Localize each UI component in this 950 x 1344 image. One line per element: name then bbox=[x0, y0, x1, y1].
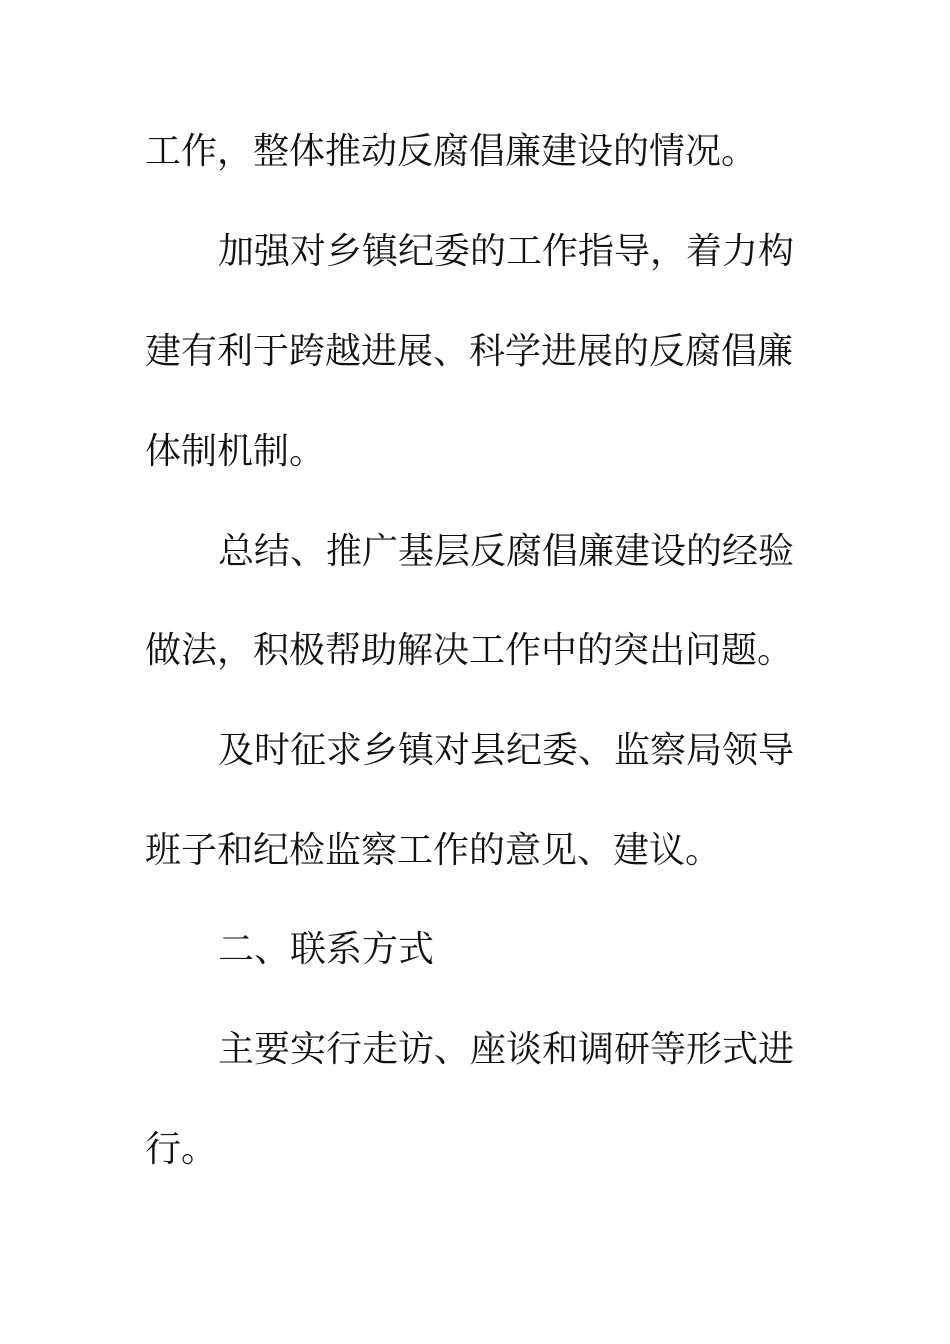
paragraph-4-line-1: 主要实行走访、座谈和调研等形式进 bbox=[218, 1029, 795, 1070]
paragraph-4-line-2: 行。 bbox=[145, 1129, 218, 1170]
paragraph-3-line-2: 班子和纪检监察工作的意见、建议。 bbox=[145, 830, 722, 871]
text-line-1: 工作，整体推动反腐倡廉建设的情况。 bbox=[145, 131, 758, 172]
section-heading-contact: 二、联系方式 bbox=[218, 929, 435, 970]
paragraph-1-line-3: 体制机制。 bbox=[145, 431, 326, 472]
paragraph-2-line-2: 做法，积极帮助解决工作中的突出问题。 bbox=[145, 630, 794, 671]
paragraph-1-line-2: 建有利于跨越进展、科学进展的反腐倡廉 bbox=[145, 331, 794, 372]
paragraph-3-line-1: 及时征求乡镇对县纪委、监察局领导 bbox=[218, 730, 795, 771]
paragraph-2-line-1: 总结、推广基层反腐倡廉建设的经验 bbox=[218, 531, 795, 572]
paragraph-1-line-1: 加强对乡镇纪委的工作指导，着力构 bbox=[218, 231, 795, 272]
